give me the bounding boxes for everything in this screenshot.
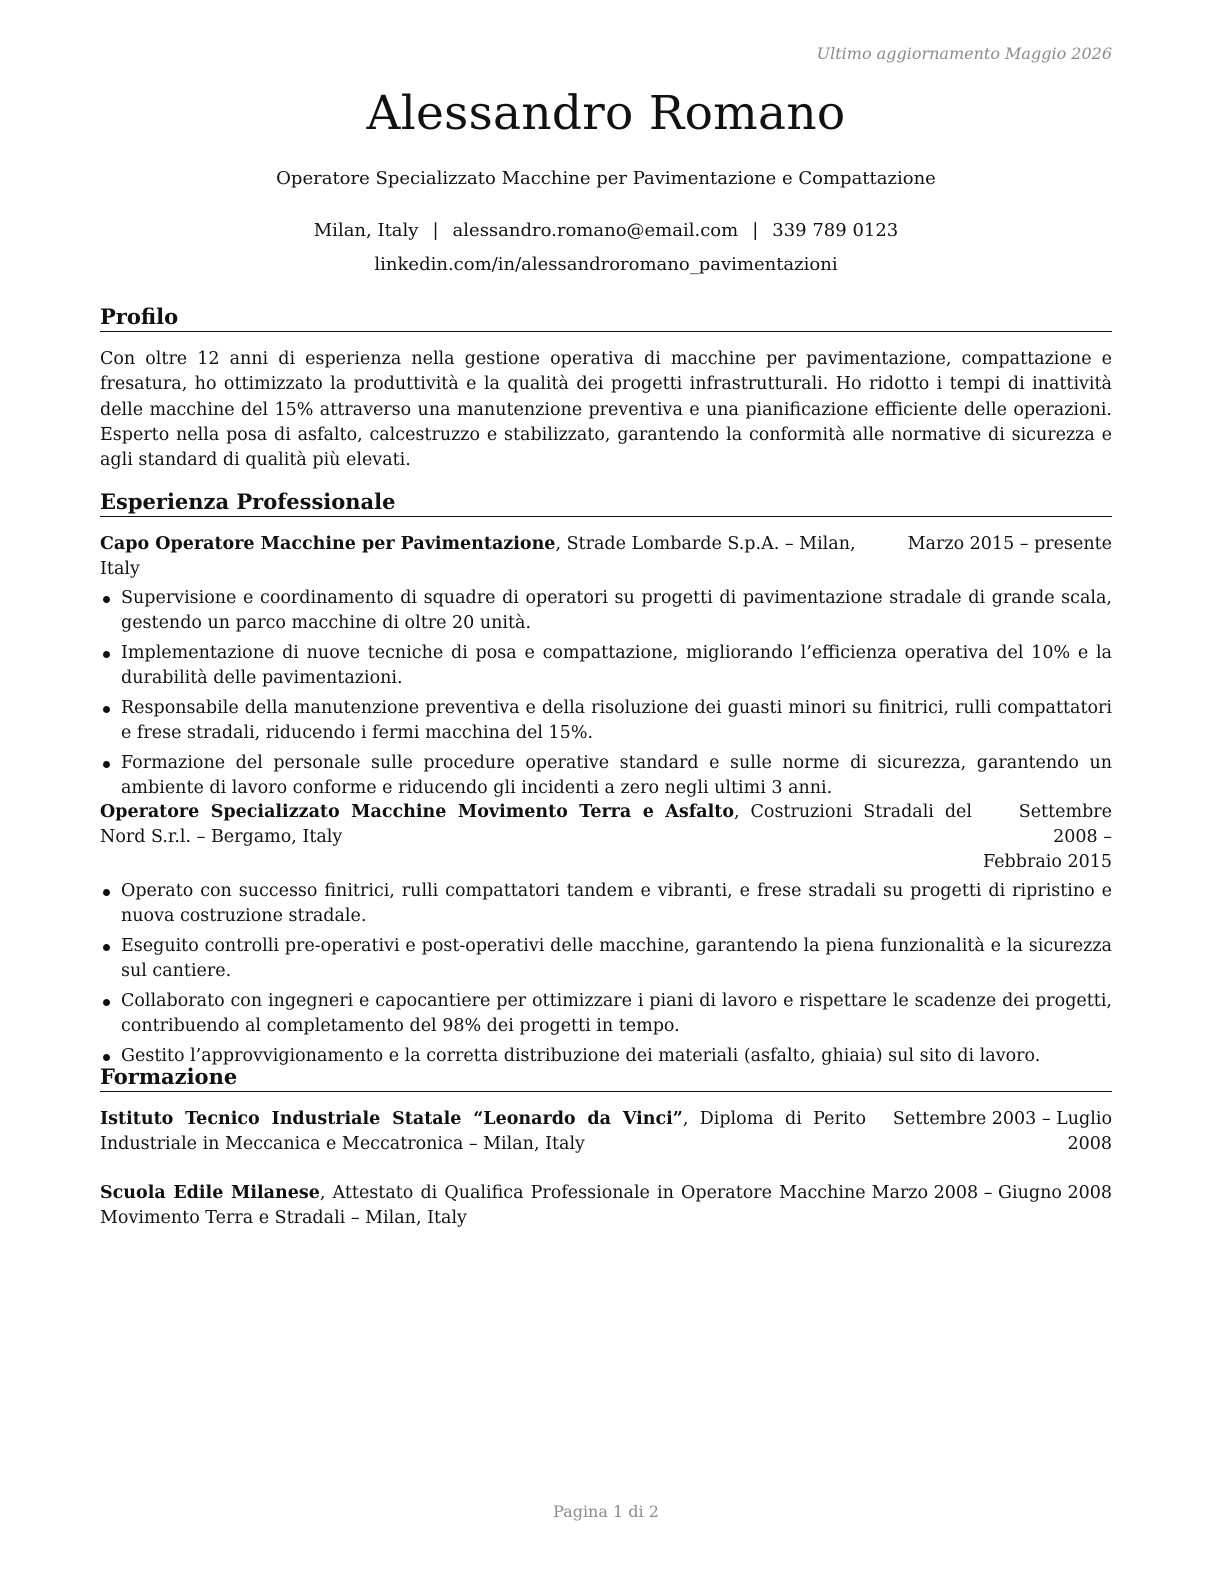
job-role: Operatore Specializzato Macchine Movimento Terra e Asfalto (100, 802, 735, 822)
job-dates: Settembre 2008 – Febbraio 2015 (983, 802, 1112, 872)
education-school-detail (100, 1107, 866, 1157)
job-entry (100, 800, 1112, 1074)
job-company: , Strade Lombarde S.p.A. – Milan, Italy (100, 534, 856, 579)
location: Milan, Italy (313, 220, 419, 241)
email-link[interactable]: alessandro.romano@email.com (452, 220, 739, 241)
education-header (100, 1107, 1112, 1157)
bullet-icon (103, 761, 110, 768)
education-detail: , Diploma di Perito Industriale in Meccanica e Meccatronica – Milan, Italy (100, 1109, 867, 1154)
bullet-icon (103, 944, 110, 951)
linkedin-link[interactable]: linkedin.com/in/alessandroromano_pavimentazioni (374, 254, 838, 275)
candidate-name: Alessandro Romano (366, 86, 846, 141)
bullet-icon (103, 706, 110, 713)
bullet-icon (103, 999, 110, 1006)
education-school-detail (100, 1181, 866, 1231)
list-item: Operato con successo finitrici, rulli compattatori tandem e vibranti, e frese stradali su progetti di ripristino e nuova costruzione stradale. (100, 879, 1112, 929)
list-item: Eseguito controlli pre-operativi e post-operativi delle macchine, garantendo la piena funzionalità e la sicurezza sul cantiere. (100, 934, 1112, 984)
job-role: Capo Operatore Macchine per Pavimentazione (100, 534, 556, 554)
education-header (100, 1181, 1112, 1231)
bullet-icon (103, 651, 110, 658)
section-heading-education: Formazione (100, 1064, 1112, 1092)
education-detail: , Attestato di Qualifica Professionale in Operatore Macchine Movimento Terra e Stradali – Milan, Italy (100, 1183, 866, 1228)
list-item: Responsabile della manutenzione preventiva e della risoluzione dei guasti minori su finitrici, rulli compattatori e frese stradali, riducendo i fermi macchina del 15%. (100, 696, 1112, 746)
job-role-company (100, 532, 868, 582)
list-item: Gestito l’approvvigionamento e la corretta distribuzione dei materiali (asfalto, ghiaia) sul sito di lavoro. (100, 1044, 1112, 1069)
job-entry (100, 532, 1112, 806)
bullet-icon (103, 889, 110, 896)
job-dates: Marzo 2015 – presente (907, 534, 1112, 554)
section-heading-profile: Profilo (100, 304, 1112, 332)
job-bullets (100, 586, 1112, 801)
separator: | (752, 220, 759, 241)
resume-page (100, 0, 1112, 1584)
job-header (100, 532, 1112, 582)
list-item: Implementazione di nuove tecniche di posa e compattazione, migliorando l’efficienza operativa del 10% e la durabilità delle pavimentazioni. (100, 641, 1112, 691)
last-updated-note: Ultimo aggiornamento Maggio 2026 (816, 44, 1112, 63)
phone-number: 339 789 0123 (772, 220, 899, 241)
list-item: Collaborato con ingegneri e capocantiere per ottimizzare i piani di lavoro e rispettare le scadenze dei progetti, contribuendo al completamento del 98% dei progetti in tempo. (100, 989, 1112, 1039)
job-title: Operatore Specializzato Macchine per Pavimentazione e Compattazione (276, 168, 936, 189)
bullet-icon (103, 596, 110, 603)
page-number: Pagina 1 di 2 (553, 1502, 659, 1521)
separator: | (432, 220, 439, 241)
list-item: Formazione del personale sulle procedure operative standard e sulle norme di sicurezza, garantendo un ambiente di lavoro conforme e riducendo gli incidenti a zero negli ultimi 3 anni. (100, 751, 1112, 801)
education-entry (100, 1181, 1112, 1231)
education-dates: Marzo 2008 – Giugno 2008 (871, 1183, 1112, 1203)
list-item: Supervisione e coordinamento di squadre di operatori su progetti di pavimentazione stradale di grande scala, gestendo un parco macchine di oltre 20 unità. (100, 586, 1112, 636)
education-school: Scuola Edile Milanese (100, 1183, 320, 1203)
section-heading-experience: Esperienza Professionale (100, 489, 1112, 517)
contact-info (100, 220, 1112, 241)
education-entry (100, 1107, 1112, 1157)
bullet-icon (103, 1054, 110, 1061)
education-school: Istituto Tecnico Industriale Statale “Leonardo da Vinci” (100, 1109, 683, 1129)
education-dates: Settembre 2003 – Luglio 2008 (892, 1109, 1112, 1154)
job-company: , Costruzioni Stradali del Nord S.r.l. – Bergamo, Italy (100, 802, 972, 847)
job-role-company (100, 800, 972, 850)
profile-text: Con oltre 12 anni di esperienza nella gestione operativa di macchine per pavimentazione, compattazione e fresatura, ho ottimizzato la produttività e la qualità dei progetti infrastrutturali. Ho ridotto i tempi di inattività delle macchine del 15% attraverso una manutenzione preventiva e una pianificazione efficiente delle operazioni. Esperto nella posa di asfalto, calcestruzzo e stabilizzato, garantendo la conformità alle normative di sicurezza e agli standard di qualità più elevati. (100, 349, 1112, 471)
job-header (100, 800, 1112, 875)
job-bullets (100, 879, 1112, 1069)
